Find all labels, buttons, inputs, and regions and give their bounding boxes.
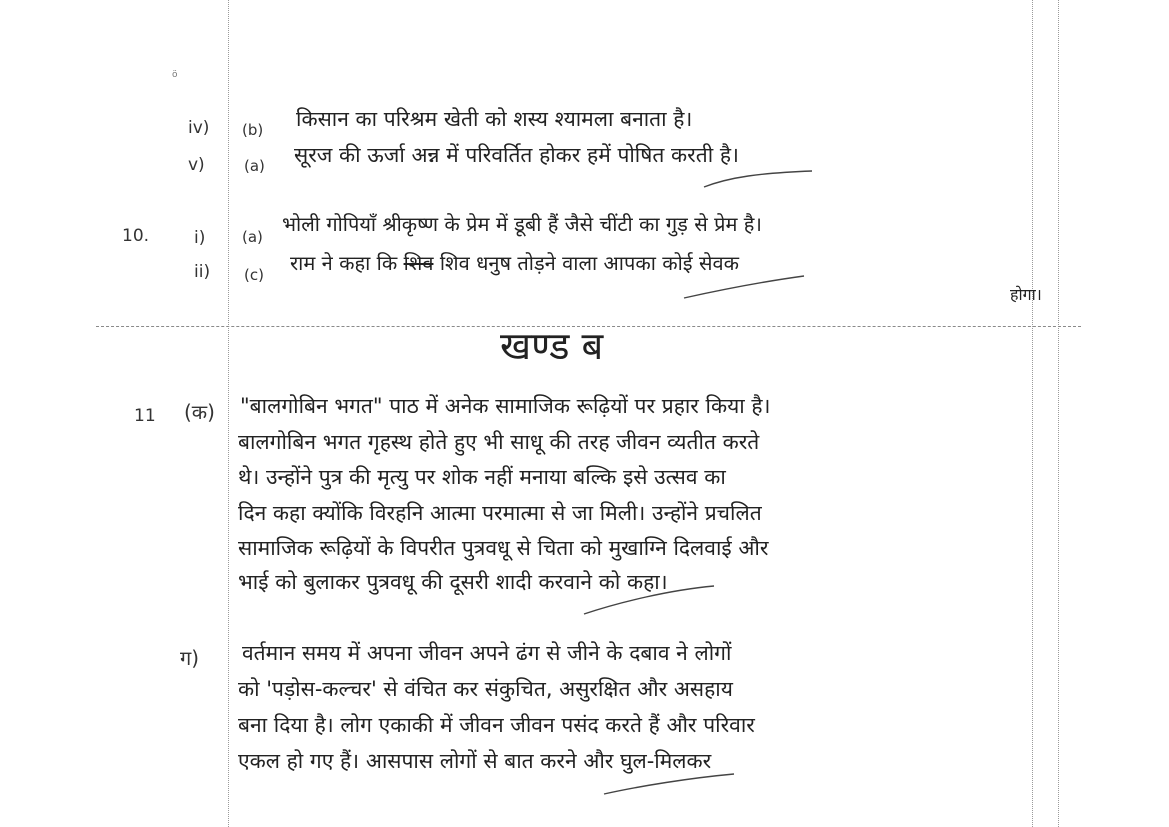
q10-ii-number: ii)	[194, 262, 211, 282]
q9-iv-option: (b)	[242, 121, 264, 139]
q10-ii-answer-start: राम ने कहा कि	[290, 251, 398, 275]
q10-number: 10.	[122, 226, 150, 246]
q11-line-1: "बालगोबिन भगत" पाठ में अनेक सामाजिक रूढ़ियों पर प्रहार किया है।	[240, 394, 771, 418]
q11-line-4: दिन कहा क्योंकि विरहनि आत्मा परमात्मा से जा मिली। उन्होंने प्रचलित	[238, 501, 762, 525]
scan-speck: ö	[172, 70, 178, 80]
q10-ii-answer-rest: शिव धनुष तोड़ने वाला आपका कोई सेवक	[439, 251, 739, 275]
q11-line-2: बालगोबिन भगत गृहस्थ होते हुए भी साधू की तरह जीवन व्यतीत करते	[238, 430, 760, 454]
q11-ga-line-4: एकल हो गए हैं। आसपास लोगों से बात करने और घुल-मिलकर	[238, 749, 712, 773]
q11-ga-line-2: को 'पड़ोस-कल्चर' से वंचित कर संकुचित, असुरक्षित और असहाय	[238, 677, 733, 701]
q11-line-3: थे। उन्होंने पुत्र की मृत्यु पर शोक नहीं मनाया बल्कि इसे उत्सव का	[238, 465, 726, 489]
q9-iv-number: iv)	[188, 118, 210, 138]
q11-part-label: (क)	[184, 400, 215, 424]
q10-i-number: i)	[194, 228, 206, 248]
q9-v-option: (a)	[244, 157, 265, 175]
section-heading: खण्ड ब	[500, 324, 604, 368]
q10-ii-option: (c)	[244, 266, 264, 284]
q10-ii-answer-continuation: होगा।	[1010, 285, 1042, 304]
examiner-mark-2	[680, 272, 810, 304]
margin-rule-left	[228, 0, 229, 827]
examiner-mark-1	[700, 165, 820, 195]
q11-line-6: भाई को बुलाकर पुत्रवधू की दूसरी शादी करवाने को कहा।	[238, 570, 668, 594]
margin-rule-right-outer	[1058, 0, 1059, 827]
q10-i-option: (a)	[242, 228, 263, 246]
q10-i-answer: भोली गोपियाँ श्रीकृष्ण के प्रेम में डूबी हैं जैसे चींटी का गुड़ से प्रेम है।	[282, 212, 762, 236]
q11-number: 11	[134, 406, 156, 426]
q10-ii-struck-word: शिव	[403, 251, 434, 275]
q9-v-answer: सूरज की ऊर्जा अन्न में परिवर्तित होकर हमें पोषित करती है।	[294, 143, 739, 167]
q11-ga-line-1: वर्तमान समय में अपना जीवन अपने ढंग से जीने के दबाव ने लोगों	[242, 641, 732, 665]
q11-ga-line-3: बना दिया है। लोग एकाकी में जीवन जीवन पसंद करते हैं और परिवार	[238, 713, 755, 737]
q9-v-number: v)	[188, 155, 205, 175]
q10-ii-answer	[290, 250, 739, 276]
q11-line-5: सामाजिक रूढ़ियों के विपरीत पुत्रवधू से चिता को मुखाग्नि दिलवाई और	[238, 536, 769, 560]
q9-iv-answer: किसान का परिश्रम खेती को शस्य श्यामला बनाता है।	[296, 107, 693, 131]
q11-part-ga-label: ग)	[180, 646, 200, 670]
examiner-mark-4	[600, 770, 740, 800]
margin-rule-right-inner	[1032, 0, 1033, 827]
